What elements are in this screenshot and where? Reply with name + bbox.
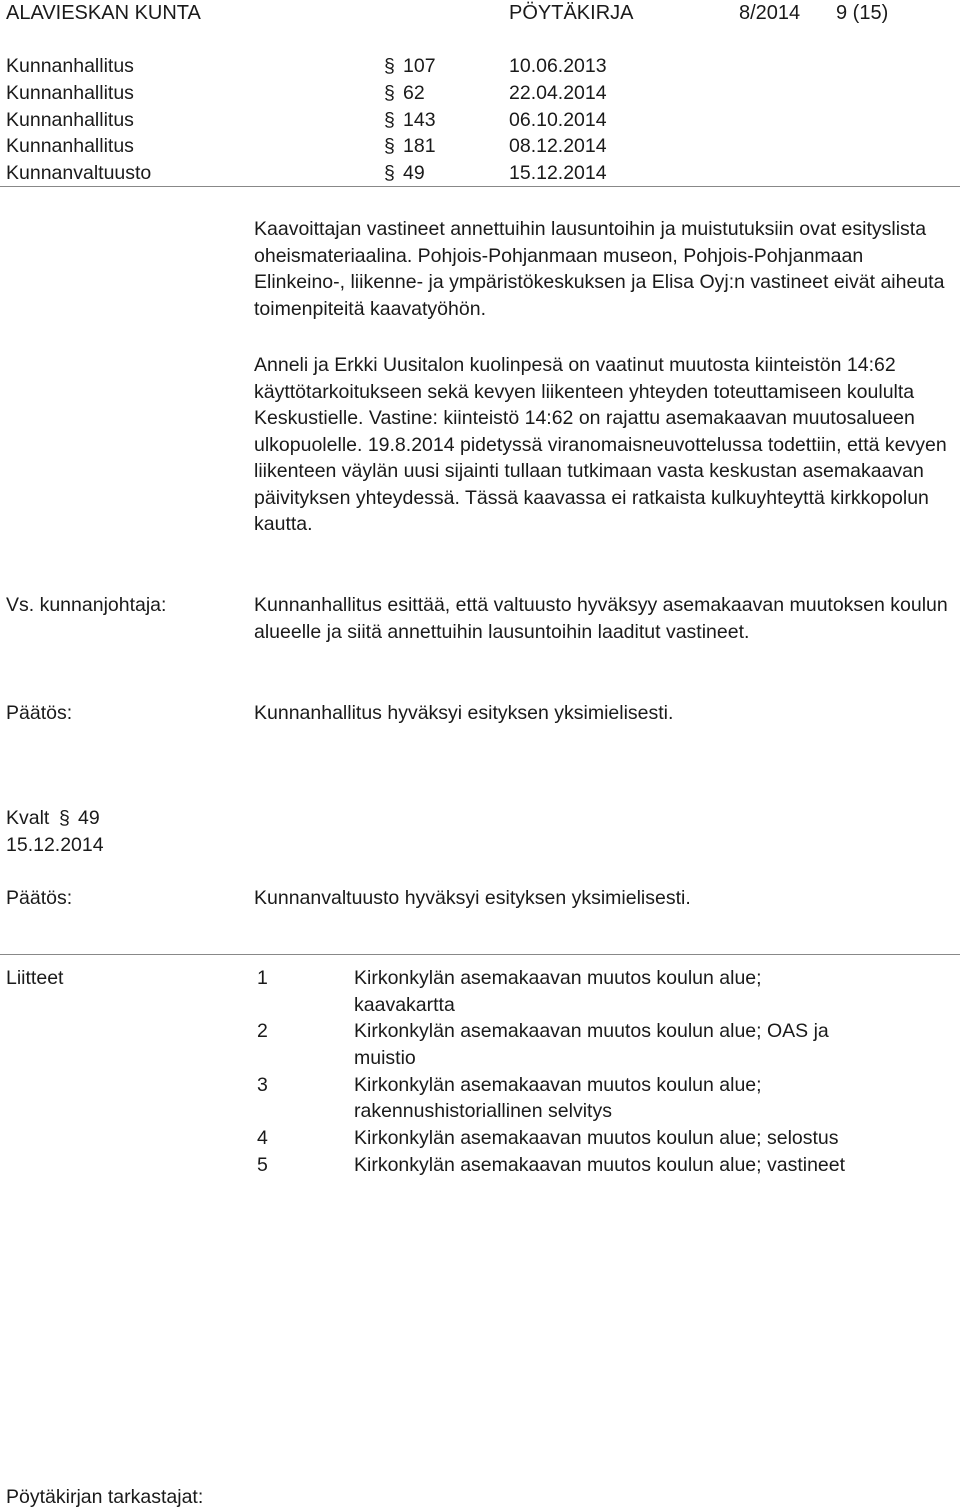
organization-name: ALAVIESKAN KUNTA [6, 2, 201, 24]
attachment-number: 5 [257, 1154, 268, 1176]
decision-label: Päätös: [6, 887, 73, 909]
history-date: 22.04.2014 [509, 82, 607, 104]
section-symbol-icon: § [384, 55, 395, 77]
attachment-number: 4 [257, 1127, 268, 1149]
proposal-section [254, 592, 954, 645]
section-symbol-icon: § [384, 109, 395, 131]
history-section: 62 [403, 82, 425, 104]
history-date: 08.12.2014 [509, 135, 607, 157]
attachments-label: Liitteet [6, 967, 64, 989]
history-body: Kunnanvaltuusto [6, 162, 152, 184]
document-number: 8/2014 [739, 2, 801, 24]
attachment-title: muistio [354, 1047, 416, 1069]
section-symbol-icon: § [384, 135, 395, 157]
attachment-title: Kirkonkylän asemakaavan muutos koulun alue; [354, 1074, 762, 1096]
attachment-number: 3 [257, 1074, 268, 1096]
history-body: Kunnanhallitus [6, 109, 134, 131]
page-number: 9 (15) [836, 2, 889, 24]
proposal-text: Kunnanhallitus esittää, että valtuusto hyväksyy asemakaavan muutoksen koulun alueelle ja siitä annettuihin lausuntoihin laaditut vastineet. [254, 594, 948, 643]
paragraph-text: Anneli ja Erkki Uusitalon kuolinpesä on vaatinut muutosta kiinteistön 14:62 käyttötarkoitukseen sekä kevyen liikenteen yhteyden toteuttamiseen koululta Keskustielle. Vastine: kiinteistö 14:62 on rajattu asemakaavan muutosalueen ulkopuolelle. 19.8.2014 pidetyssä viranomaisneuvottelussa todettiin, että kevyen liikenteen väylän uusi sijainti tullaan tutkimaan vasta keskustan asemakaavan päivityksen yhteydessä. Tässä kaavassa ei ratkaista kulkuyhteyttä kirkkopolun kautta. [254, 354, 947, 535]
attachment-title: rakennushistoriallinen selvitys [354, 1100, 612, 1122]
kvalt-label: Kvalt [6, 807, 50, 829]
attachment-title: kaavakartta [354, 994, 455, 1016]
history-body: Kunnanhallitus [6, 55, 134, 77]
decision-text: Kunnanhallitus hyväksyi esityksen yksimielisesti. [254, 702, 674, 724]
kvalt-date: 15.12.2014 [6, 834, 104, 856]
attachment-title: Kirkonkylän asemakaavan muutos koulun alue; [354, 967, 762, 989]
decision-text: Kunnanvaltuusto hyväksyi esityksen yksimielisesti. [254, 887, 691, 909]
section-symbol-icon: § [59, 807, 70, 829]
section-symbol-icon: § [384, 82, 395, 104]
section-symbol-icon: § [384, 162, 395, 184]
attachment-number: 2 [257, 1020, 268, 1042]
attachment-number: 1 [257, 967, 268, 989]
kvalt-section: 49 [78, 807, 100, 829]
proposal-label: Vs. kunnanjohtaja: [6, 594, 167, 616]
history-date: 10.06.2013 [509, 55, 607, 77]
footer-inspectors-label: Pöytäkirjan tarkastajat: [6, 1486, 204, 1508]
paragraph-vastineet [254, 216, 954, 322]
divider [0, 954, 960, 955]
attachment-title: Kirkonkylän asemakaavan muutos koulun alue; vastineet [354, 1154, 846, 1176]
history-body: Kunnanhallitus [6, 82, 134, 104]
document-type: PÖYTÄKIRJA [509, 2, 634, 24]
paragraph-uusitalo [254, 352, 954, 538]
history-date: 15.12.2014 [509, 162, 607, 184]
history-body: Kunnanhallitus [6, 135, 134, 157]
history-section: 143 [403, 109, 436, 131]
history-section: 107 [403, 55, 436, 77]
history-section: 49 [403, 162, 425, 184]
history-date: 06.10.2014 [509, 109, 607, 131]
history-section: 181 [403, 135, 436, 157]
decision-label: Päätös: [6, 702, 73, 724]
attachment-title: Kirkonkylän asemakaavan muutos koulun alue; selostus [354, 1127, 839, 1149]
attachment-title: Kirkonkylän asemakaavan muutos koulun alue; OAS ja [354, 1020, 829, 1042]
paragraph-text: Kaavoittajan vastineet annettuihin lausuntoihin ja muistutuksiin ovat esityslista oheismateriaalina. Pohjois-Pohjanmaan museon, Pohjois-Pohjanmaan Elinkeino-, liikenne- ja ympäristökeskuksen ja Elisa Oyj:n vastineet eivät aiheuta toimenpiteitä kaavatyöhön. [254, 218, 945, 320]
divider [0, 186, 960, 187]
